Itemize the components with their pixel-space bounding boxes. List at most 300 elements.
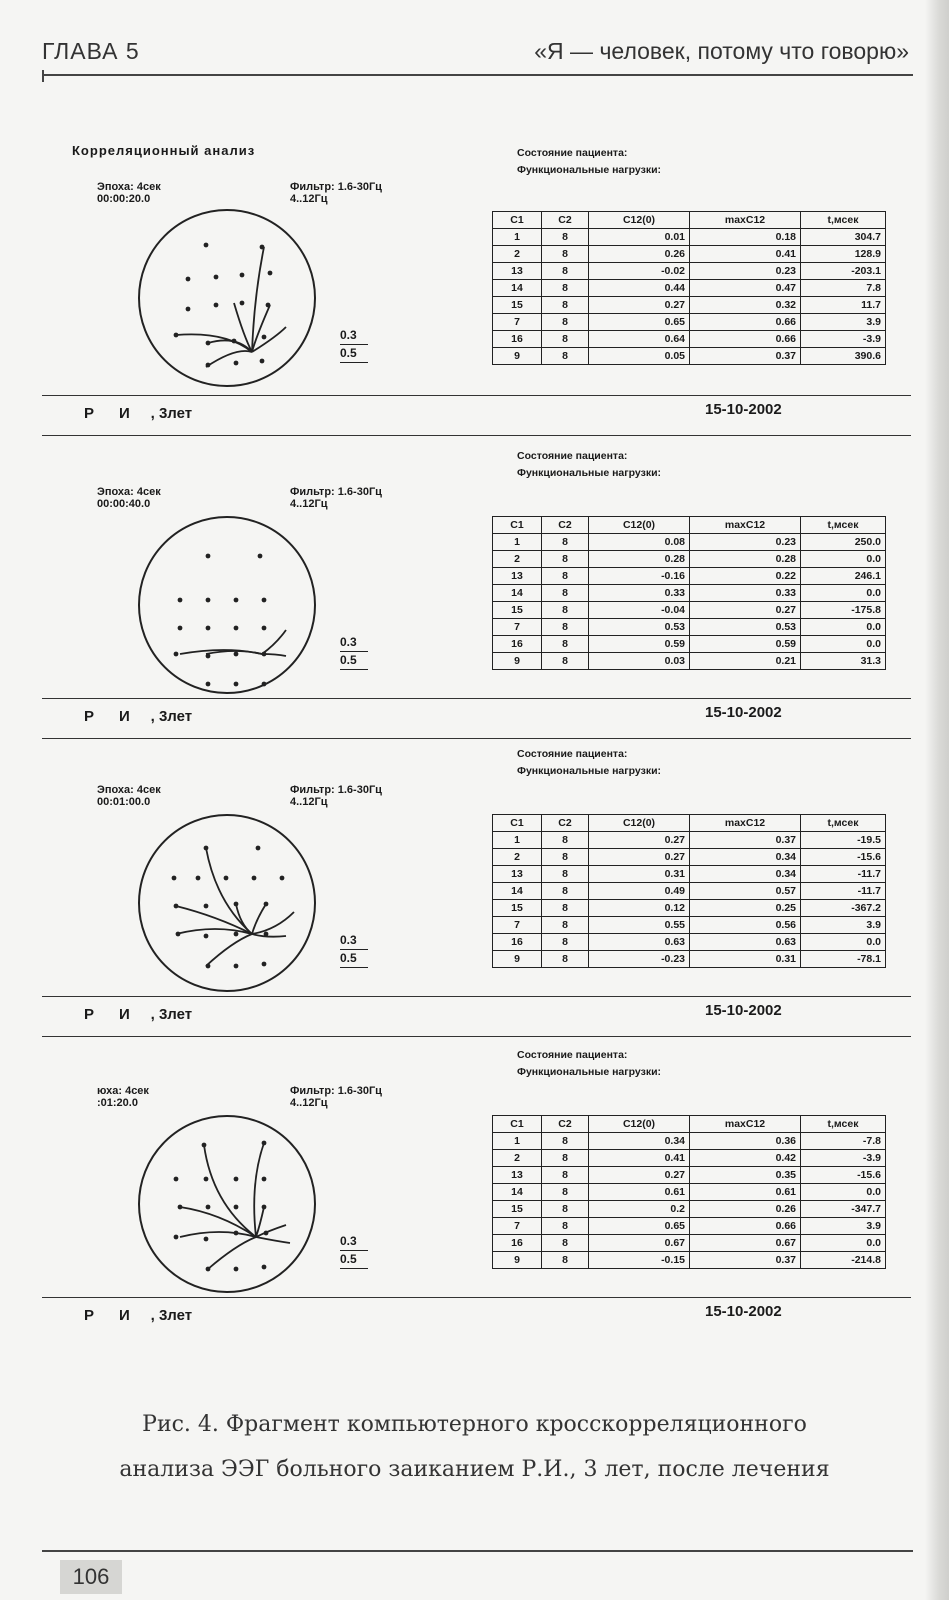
patient-state-label: Состояние пациента: [517, 147, 628, 159]
table-cell: 8 [542, 636, 589, 653]
functional-loads-label: Функциональные нагрузки: [517, 765, 662, 777]
page-number: 106 [60, 1560, 122, 1594]
table-cell: -7.8 [801, 1133, 886, 1150]
table-row [493, 551, 886, 568]
table-cell: 0.42 [690, 1150, 801, 1167]
eeg-section [0, 145, 949, 445]
table-cell: -347.7 [801, 1201, 886, 1218]
table-row [493, 636, 886, 653]
table-cell: 8 [542, 1133, 589, 1150]
table-cell: 8 [542, 602, 589, 619]
electrode-dot [256, 846, 261, 851]
legend-value-thin: 0.3 [340, 1233, 368, 1251]
electrode-dot [214, 275, 219, 280]
functional-loads-label: Функциональные нагрузки: [517, 164, 662, 176]
electrode-dot [252, 876, 257, 881]
table-row [493, 1167, 886, 1184]
table-cell: 3.9 [801, 917, 886, 934]
table-cell: 0.0 [801, 551, 886, 568]
electrode-dot [174, 1177, 179, 1182]
electrode-dot [262, 962, 267, 967]
epoch-label: Эпоха: 4сек [97, 181, 161, 193]
table-cell: 13 [493, 568, 542, 585]
table-row [493, 917, 886, 934]
record-date: 15-10-2002 [705, 1303, 782, 1320]
electrode-dot [204, 934, 209, 939]
table-cell: -3.9 [801, 331, 886, 348]
table-cell: 8 [542, 1167, 589, 1184]
electrode-dot [186, 277, 191, 282]
table-cell: 8 [542, 951, 589, 968]
table-cell: 0.34 [690, 866, 801, 883]
table-cell: 8 [542, 1184, 589, 1201]
table-cell: 14 [493, 883, 542, 900]
epoch-time: :01:20.0 [97, 1097, 138, 1109]
table-cell: 0.26 [589, 246, 690, 263]
table-cell: -3.9 [801, 1150, 886, 1167]
table-cell: 0.2 [589, 1201, 690, 1218]
table-row [493, 1252, 886, 1269]
table-cell: 2 [493, 551, 542, 568]
table-cell: 0.03 [589, 653, 690, 670]
correlation-table [492, 516, 886, 670]
table-cell: 3.9 [801, 1218, 886, 1235]
electrode-dot [240, 301, 245, 306]
table-row [493, 297, 886, 314]
table-cell: -11.7 [801, 883, 886, 900]
section-divider [42, 738, 911, 739]
eeg-section [0, 448, 949, 748]
table-cell: 9 [493, 951, 542, 968]
table-cell: 0.41 [589, 1150, 690, 1167]
patient-initials: Р И , 3лет [84, 1307, 193, 1324]
table-cell: 8 [542, 653, 589, 670]
patient-state-label: Состояние пациента: [517, 1049, 628, 1061]
table-cell: 0.64 [589, 331, 690, 348]
electrode-dot [174, 652, 179, 657]
table-cell: 0.0 [801, 636, 886, 653]
electrode-dot [266, 303, 271, 308]
correlation-link [252, 904, 266, 934]
table-cell: 0.23 [690, 263, 801, 280]
table-cell: 0.37 [690, 1252, 801, 1269]
table-row [493, 653, 886, 670]
table-row [493, 900, 886, 917]
table-row [493, 314, 886, 331]
electrode-dot [262, 682, 267, 687]
electrode-dot [206, 964, 211, 969]
table-row [493, 229, 886, 246]
electrode-dot [214, 303, 219, 308]
electrode-dot [262, 598, 267, 603]
head-outline [139, 1116, 315, 1292]
filter-band: 4..12Гц [290, 193, 328, 205]
table-cell: 16 [493, 1235, 542, 1252]
table-cell: 0.27 [589, 1167, 690, 1184]
table-row [493, 1218, 886, 1235]
electrode-dot [206, 341, 211, 346]
table-cell: 13 [493, 263, 542, 280]
table-cell: -11.7 [801, 866, 886, 883]
column-header: t,мсек [801, 1116, 886, 1133]
table-cell: 13 [493, 866, 542, 883]
electrode-dot [280, 876, 285, 881]
table-cell: 0.22 [690, 568, 801, 585]
electrode-dot [234, 682, 239, 687]
electrode-dot [186, 307, 191, 312]
head-outline [139, 517, 315, 693]
record-date: 15-10-2002 [705, 401, 782, 418]
table-cell: 14 [493, 280, 542, 297]
legend-value-thick: 0.5 [340, 345, 368, 363]
table-cell: -0.15 [589, 1252, 690, 1269]
column-header: maxC12 [690, 212, 801, 229]
table-cell: 8 [542, 297, 589, 314]
epoch-label: юха: 4сек [97, 1085, 149, 1097]
column-header: C2 [542, 212, 589, 229]
table-cell: 3.9 [801, 314, 886, 331]
table-header-row [493, 815, 886, 832]
table-cell: 2 [493, 1150, 542, 1167]
table-cell: 1 [493, 229, 542, 246]
table-cell: 246.1 [801, 568, 886, 585]
table-cell: 8 [542, 832, 589, 849]
table-cell: -0.23 [589, 951, 690, 968]
table-cell: 9 [493, 1252, 542, 1269]
electrode-dot [262, 1141, 267, 1146]
table-cell: 0.44 [589, 280, 690, 297]
head-outline [139, 210, 315, 386]
electrode-dot [234, 652, 239, 657]
column-header: C12(0) [589, 517, 690, 534]
legend-value-thick: 0.5 [340, 652, 368, 670]
electrode-dot [234, 932, 239, 937]
table-cell: 0.41 [690, 246, 801, 263]
table-cell: 2 [493, 849, 542, 866]
column-header: maxC12 [690, 815, 801, 832]
table-cell: 0.26 [690, 1201, 801, 1218]
table-cell: 0.66 [690, 314, 801, 331]
correlation-link [252, 912, 294, 934]
legend-value-thin: 0.3 [340, 932, 368, 950]
electrode-dot [206, 598, 211, 603]
column-header: maxC12 [690, 517, 801, 534]
table-cell: 0.63 [589, 934, 690, 951]
electrode-dot [204, 1237, 209, 1242]
table-row [493, 348, 886, 365]
table-cell: -367.2 [801, 900, 886, 917]
table-cell: 304.7 [801, 229, 886, 246]
section-rule [42, 395, 911, 396]
table-cell: -203.1 [801, 263, 886, 280]
electrode-dot [264, 932, 269, 937]
table-cell: 8 [542, 568, 589, 585]
table-cell: 0.18 [690, 229, 801, 246]
table-cell: 15 [493, 297, 542, 314]
electrode-dot [262, 1265, 267, 1270]
table-cell: 0.55 [589, 917, 690, 934]
electrode-dot [232, 339, 237, 344]
table-cell: 0.31 [589, 866, 690, 883]
table-cell: -0.04 [589, 602, 690, 619]
table-cell: 7.8 [801, 280, 886, 297]
electrode-dot [178, 1205, 183, 1210]
section-divider [42, 1036, 911, 1037]
correlation-link [256, 1237, 290, 1243]
table-row [493, 619, 886, 636]
table-cell: 0.0 [801, 934, 886, 951]
electrode-dot [174, 1235, 179, 1240]
table-cell: 15 [493, 900, 542, 917]
table-row [493, 263, 886, 280]
electrode-dot [206, 1267, 211, 1272]
electrode-dot [172, 876, 177, 881]
table-cell: 0.27 [589, 832, 690, 849]
header-rule [42, 74, 913, 76]
electrode-dot [204, 846, 209, 851]
electrode-dot [206, 682, 211, 687]
table-row [493, 280, 886, 297]
electrode-dot [206, 554, 211, 559]
table-cell: 8 [542, 1235, 589, 1252]
table-cell: -78.1 [801, 951, 886, 968]
table-cell: 8 [542, 1252, 589, 1269]
table-cell: 0.37 [690, 832, 801, 849]
table-row [493, 934, 886, 951]
functional-loads-label: Функциональные нагрузки: [517, 1066, 662, 1078]
chapter-label: ГЛАВА 5 [42, 38, 140, 64]
eeg-section [0, 746, 949, 1046]
section-divider [42, 435, 911, 436]
table-cell: 16 [493, 331, 542, 348]
column-header: maxC12 [690, 1116, 801, 1133]
table-cell: 0.59 [690, 636, 801, 653]
electrode-dot [234, 1231, 239, 1236]
table-cell: 8 [542, 331, 589, 348]
chart-title: Корреляционный анализ [72, 143, 256, 158]
table-cell: 0.25 [690, 900, 801, 917]
table-cell: 7 [493, 917, 542, 934]
table-cell: 0.0 [801, 1184, 886, 1201]
table-cell: 15 [493, 602, 542, 619]
electrode-dot [234, 626, 239, 631]
epoch-time: 00:01:00.0 [97, 796, 151, 808]
table-cell: 8 [542, 883, 589, 900]
legend-value-thick: 0.5 [340, 1251, 368, 1269]
table-cell: 0.01 [589, 229, 690, 246]
table-cell: 128.9 [801, 246, 886, 263]
table-row [493, 1184, 886, 1201]
table-cell: 0.59 [589, 636, 690, 653]
table-cell: 0.0 [801, 585, 886, 602]
correlation-link [256, 1225, 286, 1237]
table-cell: 8 [542, 534, 589, 551]
column-header: C12(0) [589, 1116, 690, 1133]
section-rule [42, 996, 911, 997]
filter-band: 4..12Гц [290, 1097, 328, 1109]
epoch-time: 00:00:20.0 [97, 193, 151, 205]
electrode-dot [234, 902, 239, 907]
table-header-row [493, 1116, 886, 1133]
table-row [493, 1235, 886, 1252]
column-header: t,мсек [801, 517, 886, 534]
electrode-dot [204, 243, 209, 248]
record-date: 15-10-2002 [705, 1002, 782, 1019]
table-cell: 16 [493, 934, 542, 951]
table-cell: 0.36 [690, 1133, 801, 1150]
electrode-dot [262, 626, 267, 631]
filter-label: Фильтр: 1.6-30Гц [290, 181, 382, 193]
table-row [493, 883, 886, 900]
table-cell: 0.28 [690, 551, 801, 568]
section-rule [42, 1297, 911, 1298]
table-cell: 8 [542, 348, 589, 365]
filter-band: 4..12Гц [290, 796, 328, 808]
table-cell: -19.5 [801, 832, 886, 849]
footer-rule [42, 1550, 913, 1552]
table-cell: 0.34 [589, 1133, 690, 1150]
table-cell: 0.08 [589, 534, 690, 551]
table-cell: 0.67 [589, 1235, 690, 1252]
table-row [493, 1150, 886, 1167]
table-cell: 0.33 [690, 585, 801, 602]
section-rule [42, 698, 911, 699]
table-cell: 15 [493, 1201, 542, 1218]
table-cell: 9 [493, 348, 542, 365]
table-cell: 1 [493, 1133, 542, 1150]
table-cell: 0.12 [589, 900, 690, 917]
table-cell: 0.65 [589, 1218, 690, 1235]
electrode-dot [234, 1205, 239, 1210]
epoch-label: Эпоха: 4сек [97, 784, 161, 796]
table-cell: 0.27 [589, 849, 690, 866]
table-cell: 390.6 [801, 348, 886, 365]
patient-state-label: Состояние пациента: [517, 450, 628, 462]
line-weight-legend [340, 932, 368, 968]
record-date: 15-10-2002 [705, 704, 782, 721]
table-cell: 11.7 [801, 297, 886, 314]
table-cell: 250.0 [801, 534, 886, 551]
correlation-link [180, 1232, 256, 1237]
electrode-dot [206, 626, 211, 631]
header-tick [42, 70, 44, 82]
table-cell: 0.66 [690, 331, 801, 348]
table-header-row [493, 517, 886, 534]
table-cell: 0.47 [690, 280, 801, 297]
electrode-correlation-map [136, 207, 318, 389]
table-cell: 0.49 [589, 883, 690, 900]
column-header: C12(0) [589, 815, 690, 832]
table-cell: 8 [542, 280, 589, 297]
correlation-link [206, 351, 252, 367]
table-cell: 31.3 [801, 653, 886, 670]
legend-value-thick: 0.5 [340, 950, 368, 968]
correlation-table [492, 1115, 886, 1269]
table-cell: 0.37 [690, 348, 801, 365]
correlation-link [252, 934, 286, 937]
table-cell: 0.53 [589, 619, 690, 636]
filter-band: 4..12Гц [290, 498, 328, 510]
electrode-dot [234, 964, 239, 969]
electrode-dot [234, 361, 239, 366]
patient-initials: Р И , 3лет [84, 708, 193, 725]
column-header: C1 [493, 1116, 542, 1133]
table-cell: 8 [542, 1150, 589, 1167]
electrode-dot [260, 245, 265, 250]
table-cell: 0.21 [690, 653, 801, 670]
patient-initials: Р И , 3лет [84, 405, 193, 422]
electrode-dot [206, 363, 211, 368]
column-header: C1 [493, 815, 542, 832]
electrode-dot [176, 932, 181, 937]
electrode-dot [224, 876, 229, 881]
table-cell: 0.35 [690, 1167, 801, 1184]
table-cell: 14 [493, 585, 542, 602]
table-cell: 0.57 [690, 883, 801, 900]
electrode-dot [204, 1177, 209, 1182]
table-cell: 0.61 [589, 1184, 690, 1201]
table-header-row [493, 212, 886, 229]
table-row [493, 866, 886, 883]
epoch-label: Эпоха: 4сек [97, 486, 161, 498]
electrode-correlation-map [136, 514, 318, 696]
electrode-dot [174, 904, 179, 909]
patient-initials: Р И , 3лет [84, 1006, 193, 1023]
table-cell: 0.23 [690, 534, 801, 551]
table-cell: 8 [542, 1201, 589, 1218]
table-cell: 0.56 [690, 917, 801, 934]
figure-caption-line-1: Рис. 4. Фрагмент компьютерного кросскорреляционного [142, 1412, 807, 1437]
correlation-link [206, 848, 252, 934]
correlation-link [208, 1237, 256, 1269]
table-cell: 0.32 [690, 297, 801, 314]
table-row [493, 1133, 886, 1150]
table-row [493, 849, 886, 866]
table-cell: 0.05 [589, 348, 690, 365]
table-cell: -0.16 [589, 568, 690, 585]
table-cell: 0.28 [589, 551, 690, 568]
electrode-dot [260, 359, 265, 364]
table-cell: 13 [493, 1167, 542, 1184]
table-cell: -15.6 [801, 1167, 886, 1184]
table-cell: 8 [542, 263, 589, 280]
figure-caption-line-2: анализа ЭЭГ больного заиканием Р.И., 3 лет, после лечения [119, 1457, 830, 1482]
table-cell: 8 [542, 585, 589, 602]
electrode-dot [262, 335, 267, 340]
correlation-link [176, 929, 252, 934]
electrode-correlation-map [136, 812, 318, 994]
table-cell: 0.27 [589, 297, 690, 314]
patient-state-label: Состояние пациента: [517, 748, 628, 760]
electrode-dot [240, 273, 245, 278]
table-cell: 8 [542, 551, 589, 568]
table-cell: 8 [542, 229, 589, 246]
table-cell: 14 [493, 1184, 542, 1201]
table-cell: 8 [542, 934, 589, 951]
table-cell: 0.0 [801, 1235, 886, 1252]
electrode-dot [202, 1143, 207, 1148]
table-cell: 8 [542, 314, 589, 331]
correlation-link [262, 630, 286, 654]
table-cell: 0.67 [690, 1235, 801, 1252]
filter-label: Фильтр: 1.6-30Гц [290, 784, 382, 796]
table-row [493, 585, 886, 602]
table-cell: 8 [542, 866, 589, 883]
table-cell: 8 [542, 1218, 589, 1235]
epoch-time: 00:00:40.0 [97, 498, 151, 510]
table-cell: 1 [493, 832, 542, 849]
correlation-link [254, 1143, 264, 1237]
